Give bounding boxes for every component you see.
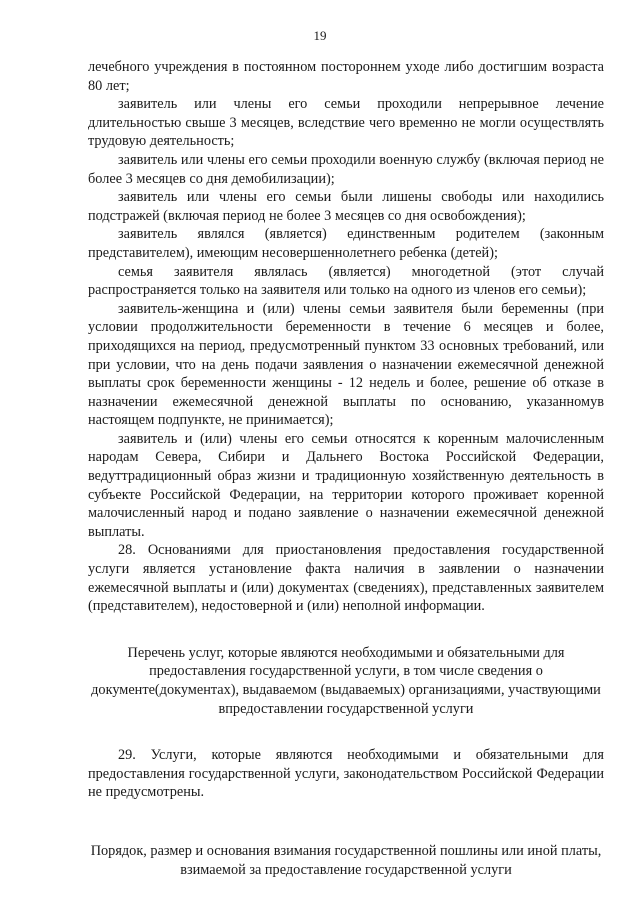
paragraph-custody: заявитель или члены его семьи были лишены свободы или находились подстражей (включая период не более 3 месяцев со дня освобождения); — [88, 189, 604, 224]
paragraph-29: 29. Услуги, которые являются необходимыми и обязательными для предоставления государственной услуги, законодательством Российской Федерации не предусмотрены. — [88, 747, 604, 801]
document-body — [88, 58, 604, 879]
paragraph-indigenous: заявитель и (или) члены его семьи относятся к коренным малочисленным народам Севера, Сибири и Дальнего Востока Российской Федерации, ведуттрадиционный образ жизни и традиционную хозяйственную деятельность в субъекте Российской Федерации, на территории которого проживает коренной малочисленный народ и подано заявление о назначении ежемесячной денежной выплаты. — [88, 430, 604, 540]
paragraph-large-family: семья заявителя являлась (является) многодетной (этот случай распространяется только на заявителя или только на одного из членов его семьи); — [88, 263, 604, 299]
page-number: 19 — [313, 28, 327, 43]
paragraph-pregnancy: заявитель-женщина и (или) члены семьи заявителя были беременны (при условии продолжительности беременности в течение 6 месяцев и более, приходящихся на период, предусмотренный пунктом 33 основных требований, или при условии, что на день подачи заявления о назначении ежемесячной денежной выплаты срок беременности женщины - 12 недель и более, решение об отказе в назначении ежемесячной денежной выплаты по основанию, указанномув настоящем подпункте, не принимается); — [88, 300, 604, 429]
paragraph-military: заявитель или члены его семьи проходили военную службу (включая период не более 3 месяцев со дня демобилизации); — [88, 151, 604, 187]
paragraph-single-parent: заявитель являлся (является) единственным родителем (законным представителем), имеющим несовершеннолетнего ребенка (детей); — [88, 226, 604, 261]
section-heading-services: Перечень услуг, которые являются необходимыми и обязательными для предоставления государственной услуги, в том числе сведения о документе(документах), выдаваемом (выдаваемых) организациями, участвующими впредоставлении государственной услуги — [91, 644, 601, 717]
paragraph-continuation: лечебного учреждения в постоянном постороннем уходе либо достигшим возраста 80 лет; — [88, 59, 604, 94]
section-heading-fees: Порядок, размер и основания взимания государственной пошлины или иной платы, взимаемой за предоставление государственной услуги — [90, 842, 602, 878]
paragraph-28: 28. Основаниями для приостановления предоставления государственной услуги является установление факта наличия в заявлении о назначении ежемесячной выплаты и (или) документах (сведениях), представленных заявителем (представителем), недостоверной и (или) неполной информации. — [88, 542, 604, 615]
paragraph-treatment: заявитель или члены его семьи проходили непрерывное лечение длительностью свыше 3 месяцев, вследствие чего временно не могли осуществлять трудовую деятельность; — [88, 96, 604, 150]
